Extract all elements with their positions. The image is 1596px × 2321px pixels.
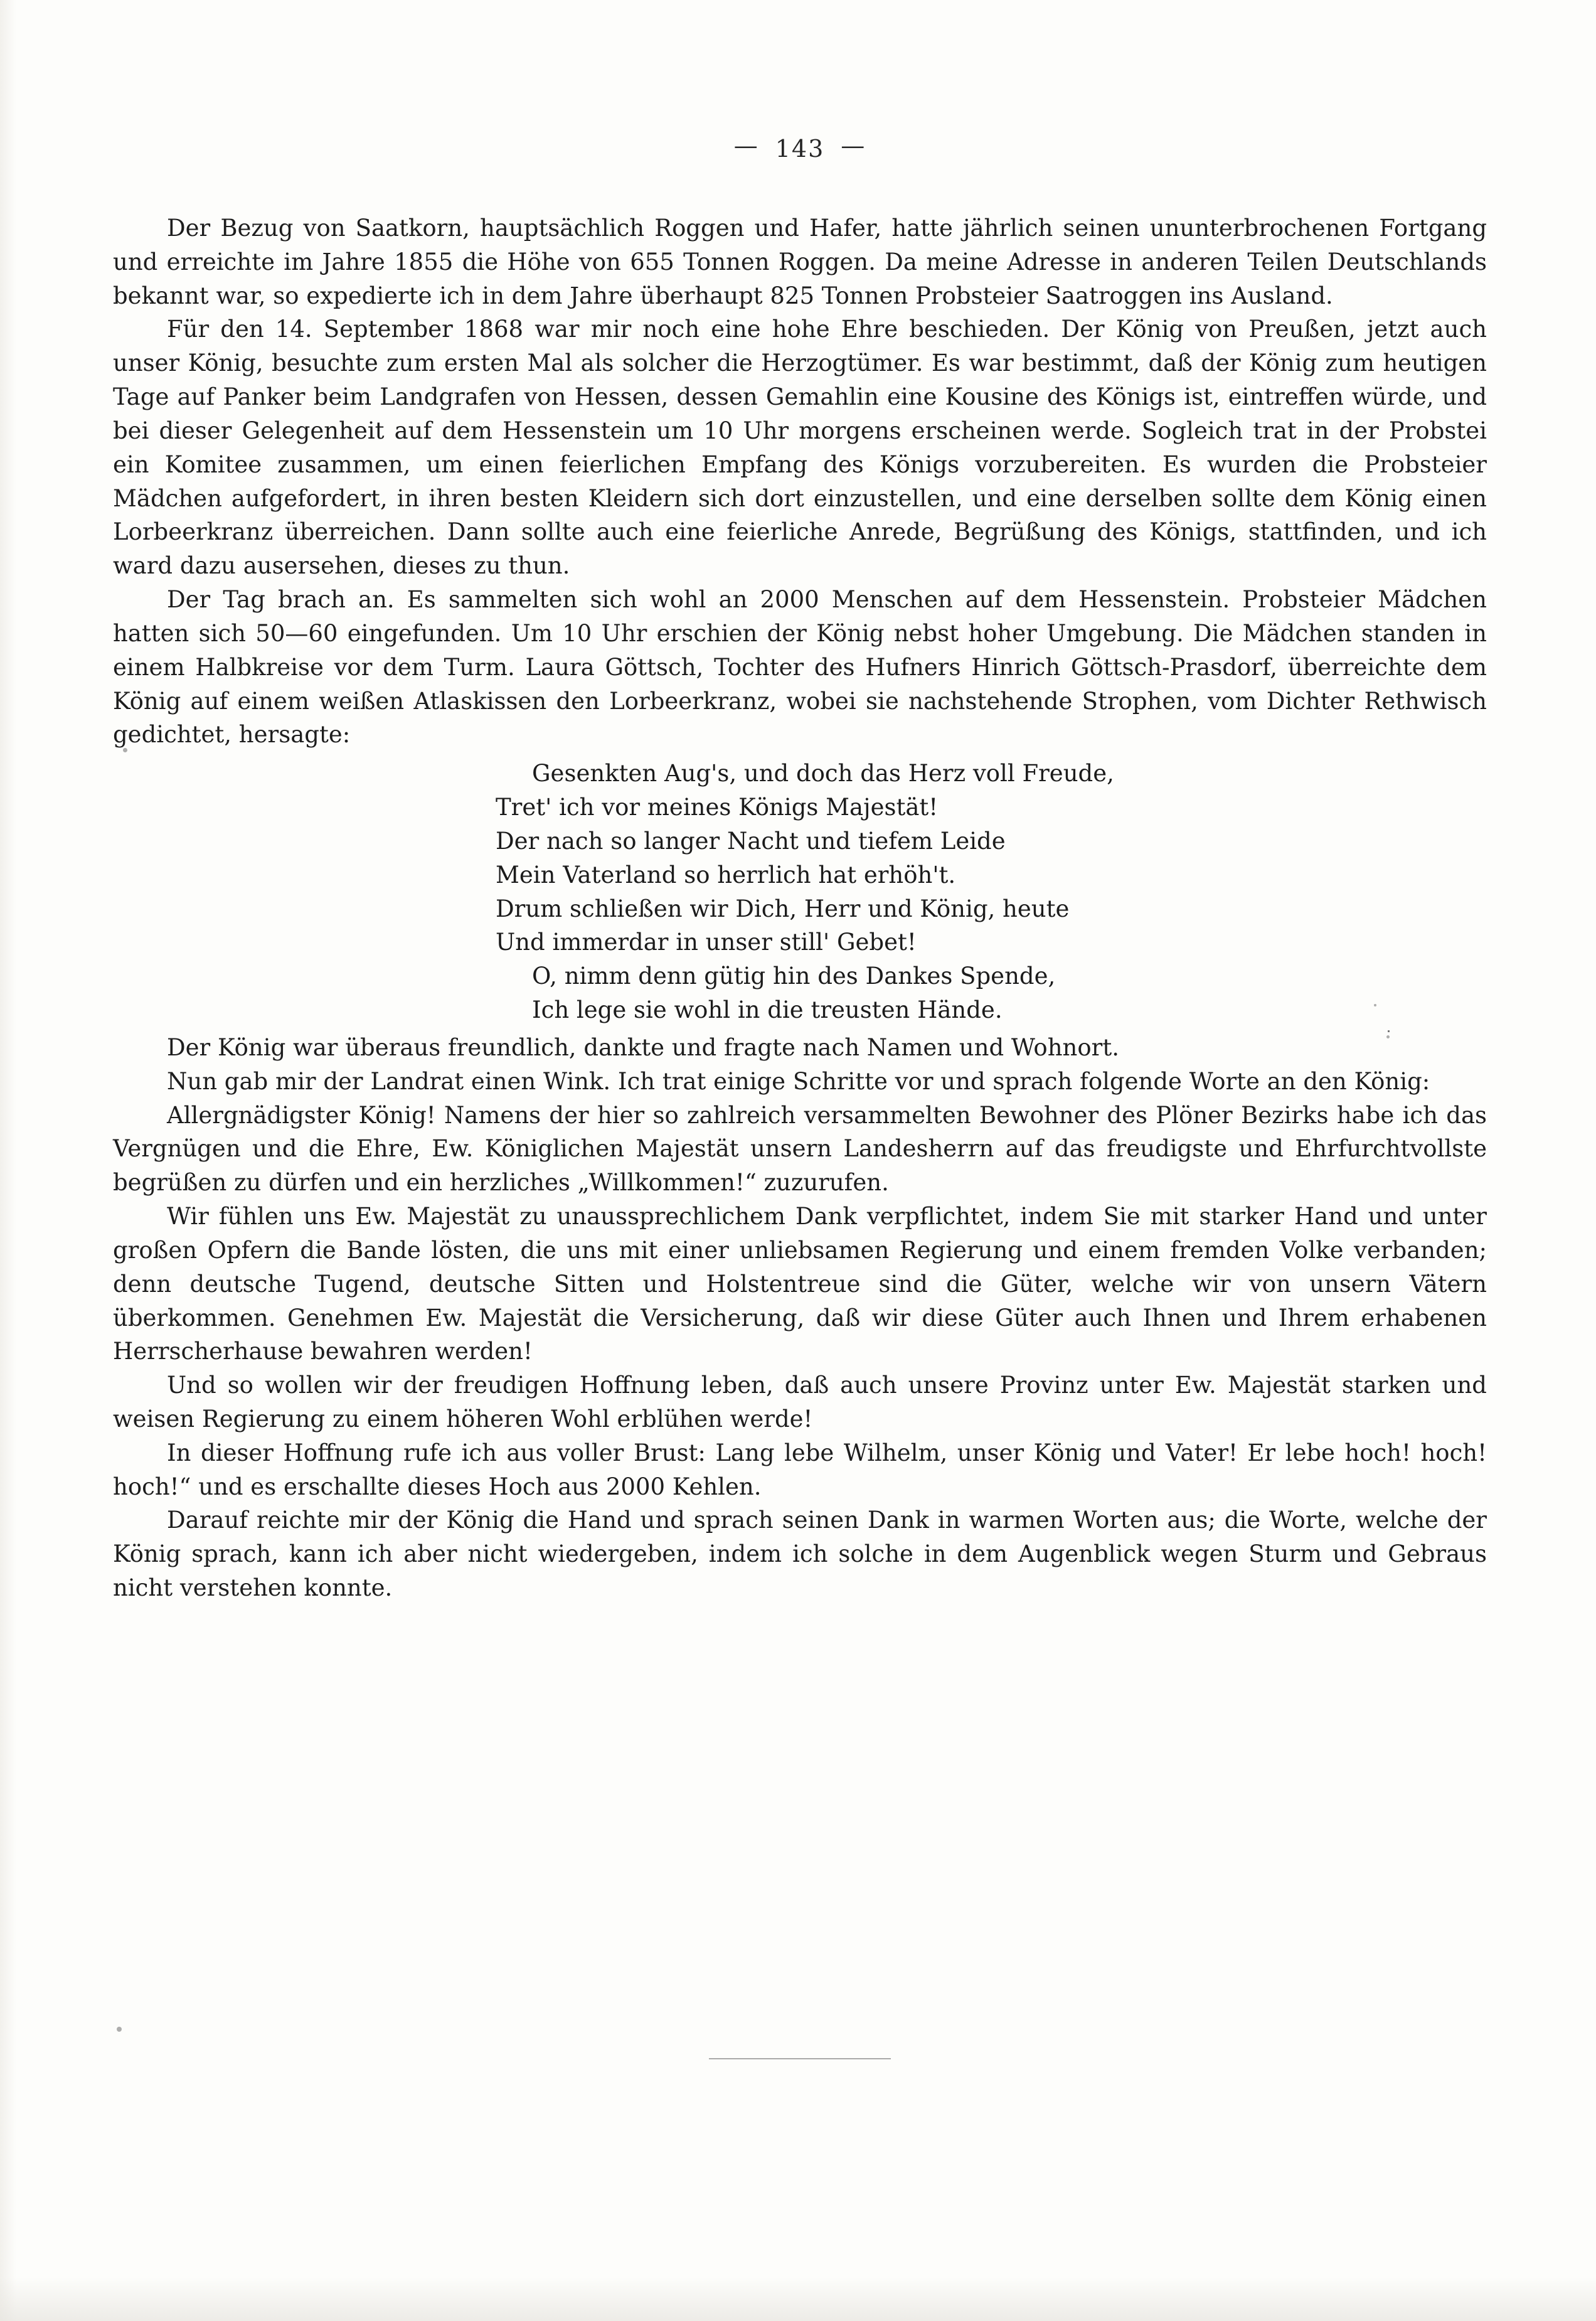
poem-line: Tret' ich vor meines Königs Majestät!	[496, 794, 939, 821]
poem-line: Gesenkten Aug's, und doch das Herz voll Freude,	[532, 760, 1114, 787]
poem-line: Drum schließen wir Dich, Herr und König, heute	[496, 895, 1070, 922]
paragraph: In dieser Hoffnung rufe ich aus voller Brust: Lang lebe Wilhelm, unser König und Vater! Er lebe hoch! hoch! hoch!“ und es erschallte dieses Hoch aus 2000 Kehlen.	[113, 1439, 1487, 1500]
scan-speck	[117, 2027, 122, 2032]
paragraph: Allergnädigster König! Namens der hier so zahlreich versammelten Bewohner des Plöner Bezirks habe ich das Vergnügen und die Ehre, Ew. Königlichen Majestät unsern Landesherrn auf das freudigste und Ehrfurchtvollste begrüßen zu dürfen und ein herzliches „Willkommen!“ zuzurufen.	[113, 1101, 1487, 1197]
paragraph: Und so wollen wir der freudigen Hoffnung leben, daß auch unsere Provinz unter Ew. Majestät starken und weisen Regierung zu einem höheren Wohl erblühen werde!	[113, 1372, 1487, 1433]
poem-line: Und immerdar in unser still' Gebet!	[496, 929, 917, 956]
paragraph: Wir fühlen uns Ew. Majestät zu unaussprechlichem Dank verpflichtet, indem Sie mit starker Hand und unter großen Opfern die Bande lösten, die uns mit einer unliebsamen Regierung und einem fremden Volke verbanden; denn deutsche Tugend, deutsche Sitten und Holstentreue sind die Güter, welche wir von unsern Vätern überkommen. Genehmen Ew. Majestät die Versicherung, daß wir diese Güter auch Ihnen und Ihrem erhabenen Herrscherhause bewahren werden!	[113, 1203, 1487, 1365]
page-number	[113, 132, 1487, 163]
page-number-right-dash: —	[841, 132, 866, 159]
paragraph: Der König war überaus freundlich, dankte und fragte nach Namen und Wohnort.	[167, 1033, 1119, 1061]
poem-line: Der nach so langer Nacht und tiefem Leide	[496, 827, 1006, 855]
poem-line: O, nimm denn gütig hin des Dankes Spende,	[532, 963, 1056, 990]
poem-line: Ich lege sie wohl in die treusten Hände.	[532, 996, 1003, 1024]
page-number-left-dash: —	[733, 132, 759, 159]
paragraph: Nun gab mir der Landrat einen Wink. Ich trat einige Schritte vor und sprach folgende Worte an den König:	[167, 1067, 1430, 1095]
paragraph: Der Bezug von Saatkorn, hauptsächlich Roggen und Hafer, hatte jährlich seinen ununterbrochenen Fortgang und erreichte im Jahre 1855 die Höhe von 655 Tonnen Roggen. Da meine Adresse in anderen Teilen Deutschlands bekannt war, so expedierte ich in dem Jahre überhaupt 825 Tonnen Probsteier Saatroggen ins Ausland.	[113, 215, 1487, 309]
section-divider-rule	[709, 2058, 891, 2059]
poem-line: Mein Vaterland so herrlich hat erhöh't.	[496, 861, 956, 888]
page-left-edge-shading	[0, 0, 16, 2321]
page-number-value: 143	[775, 135, 825, 163]
paragraph: Der Tag brach an. Es sammelten sich wohl an 2000 Menschen auf dem Hessenstein. Probsteier Mädchen hatten sich 50—60 eingefunden. Um 10 Uhr erschien der König nebst hoher Umgebung. Die Mädchen standen in einem Halbkreise vor dem Turm. Laura Göttsch, Tochter des Hufners Hinrich Göttsch-Prasdorf, überreichte dem König auf einem weißen Atlaskissen den Lorbeerkranz, wobei sie nachstehende Strophen, vom Dichter Rethwisch gedichtet, hersagte:	[113, 586, 1487, 749]
paragraph: Darauf reichte mir der König die Hand und sprach seinen Dank in warmen Worten aus; die Worte, welche der König sprach, kann ich aber nicht wiedergeben, indem ich solche in dem Augenblick wegen Sturm und Gebraus nicht verstehen konnte.	[113, 1507, 1487, 1602]
page-body	[113, 132, 1487, 1605]
poem-block	[113, 757, 1487, 1027]
page-bottom-edge-shading	[0, 2277, 1596, 2321]
paragraph: Für den 14. September 1868 war mir noch eine hohe Ehre beschieden. Der König von Preußen, jetzt auch unser König, besuchte zum ersten Mal als solcher die Herzogtümer. Es war bestimmt, daß der König zum heutigen Tage auf Panker beim Landgrafen von Hessen, dessen Gemahlin eine Kousine des Königs ist, eintreffen würde, und bei dieser Gelegenheit auf dem Hessenstein um 10 Uhr morgens erscheinen werde. Sogleich trat in der Probstei ein Komitee zusammen, um einen feierlichen Empfang des Königs vorzubereiten. Es wurden die Probsteier Mädchen aufgefordert, in ihren besten Kleidern sich dort einzustellen, und eine derselben sollte dem König einen Lorbeerkranz überreichen. Dann sollte auch eine feierliche Anrede, Begrüßung des Königs, stattfinden, und ich ward dazu ausersehen, dieses zu thun.	[113, 316, 1487, 580]
